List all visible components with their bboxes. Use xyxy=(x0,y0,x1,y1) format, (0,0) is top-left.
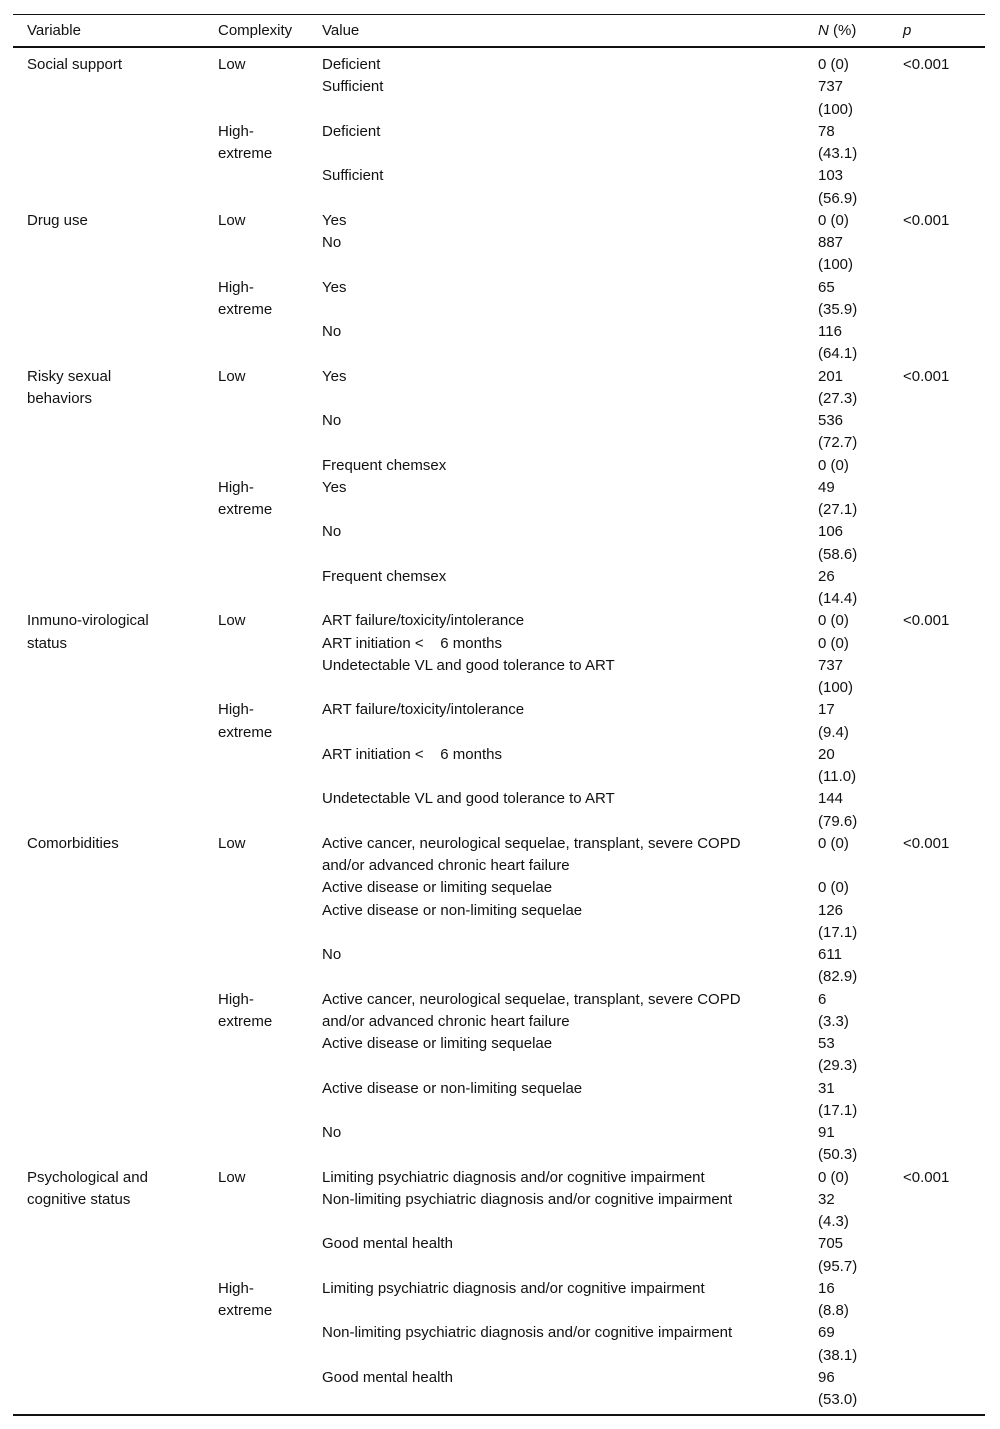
cell-line: 6 xyxy=(818,990,827,1008)
cell-line: 20 xyxy=(818,745,835,763)
p-value: <0.001 xyxy=(903,1168,950,1186)
cell-line: (56.9) xyxy=(818,189,858,207)
cell-line: 0 (0) xyxy=(818,634,849,652)
value-cell xyxy=(322,833,818,878)
value-cell xyxy=(322,744,818,766)
table-row xyxy=(27,1189,985,1234)
cell-line: Yes xyxy=(322,211,347,229)
cell-line: (100) xyxy=(818,679,854,696)
complexity-label xyxy=(218,277,313,322)
cell-line: High- xyxy=(218,701,254,719)
table-row xyxy=(27,944,985,989)
table-row xyxy=(27,121,985,166)
complexity-statistics-table xyxy=(13,14,985,1416)
cell-line: 65 xyxy=(818,278,835,296)
table-row xyxy=(27,277,985,322)
cell-line: extreme xyxy=(218,300,273,318)
cell-line: 106 xyxy=(818,523,844,541)
cell-line: Frequent chemsex xyxy=(322,567,447,585)
cell-line: (27.3) xyxy=(818,389,858,407)
table-row xyxy=(27,610,985,632)
cell-line: Limiting psychiatric diagnosis and/or cognitive impairment xyxy=(322,1279,705,1297)
cell-line: 0 (0) xyxy=(818,211,849,229)
cell-line: (100) xyxy=(818,100,854,118)
cell-line: ART initiation < 6 months xyxy=(322,745,502,763)
n-symbol: N xyxy=(818,22,829,39)
value-cell xyxy=(322,1322,818,1344)
cell-line: High- xyxy=(218,278,254,296)
complexity-block xyxy=(27,1167,985,1278)
n-percent-cell xyxy=(818,521,903,566)
table-row xyxy=(27,366,985,411)
cell-line: Undetectable VL and good tolerance to ART xyxy=(322,790,615,808)
cell-line: (58.6) xyxy=(818,545,858,563)
n-percent-cell xyxy=(818,566,903,611)
cell-line: 78 xyxy=(818,122,835,140)
n-percent-cell xyxy=(818,1167,903,1189)
cell-line: No xyxy=(322,523,342,541)
cell-line: 16 xyxy=(818,1279,835,1297)
cell-line: Active disease or limiting sequelae xyxy=(322,1035,553,1052)
cell-line: Deficient xyxy=(322,122,381,140)
cell-line: Inmuno-virological xyxy=(27,612,149,630)
cell-line: Active disease or non-limiting sequelae xyxy=(322,1079,583,1097)
cell-line: Non-limiting psychiatric diagnosis and/or cognitive impairment xyxy=(322,1190,733,1208)
n-percent-cell xyxy=(818,1278,903,1323)
cell-line: (79.6) xyxy=(818,812,858,830)
value-cell xyxy=(322,76,818,98)
cell-line: (82.9) xyxy=(818,968,858,986)
complexity-block xyxy=(27,477,985,611)
variable-group xyxy=(27,366,985,611)
p-value: <0.001 xyxy=(903,834,950,852)
cell-line: Good mental health xyxy=(322,1235,453,1253)
cell-line: 31 xyxy=(818,1079,835,1097)
complexity-label xyxy=(218,1278,313,1323)
n-percent-cell xyxy=(818,1233,903,1278)
complexity-block xyxy=(27,1278,985,1412)
table-row xyxy=(27,633,985,655)
complexity-block xyxy=(27,121,985,210)
table-row xyxy=(27,54,985,76)
cell-line: No xyxy=(322,412,342,429)
value-cell xyxy=(322,655,818,677)
value-cell xyxy=(322,277,818,299)
value-cell xyxy=(322,788,818,810)
table-row xyxy=(27,165,985,210)
cell-line: Low xyxy=(218,612,246,630)
value-cell xyxy=(322,1167,818,1189)
n-percent-cell xyxy=(818,121,903,166)
value-cell xyxy=(322,121,818,143)
cell-line: 32 xyxy=(818,1190,835,1208)
table-row xyxy=(27,521,985,566)
table-row xyxy=(27,1033,985,1078)
value-cell xyxy=(322,210,818,232)
cell-line: (53.0) xyxy=(818,1391,858,1408)
cell-line: Yes xyxy=(322,478,347,496)
complexity-block xyxy=(27,989,985,1167)
table-row xyxy=(27,1233,985,1278)
n-percent-cell xyxy=(818,1367,903,1412)
cell-line: (8.8) xyxy=(818,1302,849,1319)
p-value: <0.001 xyxy=(903,367,950,385)
complexity-block xyxy=(27,54,985,121)
cell-line: (27.1) xyxy=(818,501,858,518)
table-row xyxy=(27,566,985,611)
variable-group xyxy=(27,833,985,1167)
col-header-n-percent xyxy=(818,23,856,39)
variable-group xyxy=(27,1167,985,1412)
table-row xyxy=(27,477,985,522)
cell-line: Deficient xyxy=(322,56,381,73)
complexity-label xyxy=(218,477,313,522)
cell-line: No xyxy=(322,946,342,963)
complexity-label xyxy=(218,210,313,232)
complexity-label xyxy=(218,833,313,855)
cell-line: 0 (0) xyxy=(818,612,849,630)
n-percent-cell xyxy=(818,455,903,477)
complexity-label xyxy=(218,121,313,166)
cell-line: Sufficient xyxy=(322,167,384,185)
n-percent-cell xyxy=(818,1033,903,1078)
complexity-label xyxy=(218,610,313,632)
n-percent-cell xyxy=(818,833,903,855)
value-cell xyxy=(322,232,818,254)
cell-line: Limiting psychiatric diagnosis and/or cognitive impairment xyxy=(322,1168,705,1186)
table-row xyxy=(27,1167,985,1189)
n-percent-cell xyxy=(818,76,903,121)
cell-line: 0 (0) xyxy=(818,456,849,474)
cell-line: extreme xyxy=(218,501,273,518)
cell-line: Low xyxy=(218,211,246,229)
cell-line: behaviors xyxy=(27,389,93,407)
cell-line: Yes xyxy=(322,278,347,296)
cell-line: (11.0) xyxy=(818,768,857,785)
value-cell xyxy=(322,477,818,499)
n-percent-cell xyxy=(818,944,903,989)
n-percent-cell xyxy=(818,699,903,744)
cell-line: and/or advanced chronic heart failure xyxy=(322,1012,570,1030)
table-header-row xyxy=(13,14,985,48)
value-cell xyxy=(322,54,818,76)
n-percent-cell xyxy=(818,366,903,411)
n-percent-cell xyxy=(818,877,903,899)
cell-line: ART initiation < 6 months xyxy=(322,634,502,652)
cell-line: (9.4) xyxy=(818,723,849,741)
p-value: <0.001 xyxy=(903,612,950,630)
cell-line: 17 xyxy=(818,701,835,719)
value-cell xyxy=(322,699,818,721)
cell-line: (64.1) xyxy=(818,345,858,363)
value-cell xyxy=(322,989,818,1034)
n-percent-cell xyxy=(818,410,903,455)
cell-line: ART failure/toxicity/intolerance xyxy=(322,612,525,630)
value-cell xyxy=(322,566,818,588)
table-row xyxy=(27,788,985,833)
table-row xyxy=(27,877,985,899)
cell-line: No xyxy=(322,1124,342,1141)
cell-line: (35.9) xyxy=(818,300,858,318)
value-cell xyxy=(322,410,818,432)
variable-group xyxy=(27,54,985,210)
cell-line: 0 (0) xyxy=(818,879,849,897)
n-percent-cell xyxy=(818,477,903,522)
table-body xyxy=(13,48,985,1416)
variable-group xyxy=(27,210,985,366)
cell-line: (95.7) xyxy=(818,1257,858,1275)
cell-line: 0 (0) xyxy=(818,834,849,852)
p-value: <0.001 xyxy=(903,56,950,73)
cell-line: 49 xyxy=(818,478,835,496)
table-row xyxy=(27,210,985,232)
cell-line: Active disease or limiting sequelae xyxy=(322,879,553,897)
cell-line: High- xyxy=(218,1279,254,1297)
table-row xyxy=(27,1322,985,1367)
cell-line: 91 xyxy=(818,1124,835,1141)
cell-line: Psychological and xyxy=(27,1168,148,1186)
cell-line: 116 xyxy=(818,323,842,340)
n-percent-cell xyxy=(818,1078,903,1123)
cell-line: Risky sexual xyxy=(27,367,112,385)
cell-line: 887 xyxy=(818,234,844,251)
cell-line: Low xyxy=(218,367,246,385)
p-value: <0.001 xyxy=(903,211,950,229)
col-header-value: Value xyxy=(322,22,360,39)
cell-line: Drug use xyxy=(27,211,88,229)
value-cell xyxy=(322,1033,818,1055)
complexity-label xyxy=(218,54,313,76)
cell-line: High- xyxy=(218,122,254,140)
cell-line: 126 xyxy=(818,901,844,919)
n-percent-cell xyxy=(818,1322,903,1367)
cell-line: Frequent chemsex xyxy=(322,456,447,474)
cell-line: No xyxy=(322,234,342,251)
value-cell xyxy=(322,944,818,966)
cell-line: extreme xyxy=(218,723,273,741)
cell-line: Low xyxy=(218,834,246,852)
value-cell xyxy=(322,1367,818,1389)
complexity-label xyxy=(218,699,313,744)
value-cell xyxy=(322,1233,818,1255)
cell-line: (43.1) xyxy=(818,145,858,162)
col-header-complexity: Complexity xyxy=(218,22,293,39)
value-cell xyxy=(322,165,818,187)
table-row xyxy=(27,655,985,700)
n-percent-cell xyxy=(818,232,903,277)
cell-line: ART failure/toxicity/intolerance xyxy=(322,701,525,719)
table-row xyxy=(27,76,985,121)
table-row xyxy=(27,410,985,455)
n-percent-cell xyxy=(818,900,903,945)
cell-line: Good mental health xyxy=(322,1368,453,1386)
cell-line: 103 xyxy=(818,167,844,185)
cell-line: Non-limiting psychiatric diagnosis and/or cognitive impairment xyxy=(322,1324,733,1342)
complexity-label xyxy=(218,989,313,1034)
cell-line: 737 xyxy=(818,656,844,674)
cell-line: extreme xyxy=(218,145,273,162)
col-header-variable: Variable xyxy=(27,22,81,39)
table-row xyxy=(27,1367,985,1412)
value-cell xyxy=(322,455,818,477)
cell-line: extreme xyxy=(218,1302,273,1319)
table-row xyxy=(27,321,985,366)
n-percent-cell xyxy=(818,1122,903,1167)
cell-line: Low xyxy=(218,1168,246,1186)
value-cell xyxy=(322,1189,818,1211)
cell-line: (72.7) xyxy=(818,434,858,452)
cell-line: 536 xyxy=(818,412,844,429)
table-row xyxy=(27,900,985,945)
table-row xyxy=(27,989,985,1034)
n-percent-cell xyxy=(818,165,903,210)
table-row xyxy=(27,1122,985,1167)
cell-line: (17.1) xyxy=(818,1101,858,1119)
value-cell xyxy=(322,366,818,388)
complexity-block xyxy=(27,699,985,833)
n-percent-cell xyxy=(818,610,903,632)
n-percent-cell xyxy=(818,788,903,833)
complexity-block xyxy=(27,610,985,699)
cell-line: (14.4) xyxy=(818,590,858,607)
cell-line: (17.1) xyxy=(818,923,858,941)
cell-line: extreme xyxy=(218,1012,273,1030)
cell-line: (29.3) xyxy=(818,1057,858,1075)
complexity-block xyxy=(27,366,985,477)
cell-line: (100) xyxy=(818,256,854,274)
cell-line: status xyxy=(27,634,68,652)
cell-line: 201 xyxy=(818,367,844,385)
value-cell xyxy=(322,1122,818,1144)
cell-line: cognitive status xyxy=(27,1190,131,1208)
n-percent-cell xyxy=(818,1189,903,1234)
cell-line: (3.3) xyxy=(818,1012,849,1030)
value-cell xyxy=(322,633,818,655)
cell-line: and/or advanced chronic heart failure xyxy=(322,857,570,874)
value-cell xyxy=(322,877,818,899)
value-cell xyxy=(322,610,818,632)
n-percent-cell xyxy=(818,744,903,789)
cell-line: No xyxy=(322,323,342,340)
value-cell xyxy=(322,521,818,543)
cell-line: Yes xyxy=(322,367,347,385)
cell-line: Low xyxy=(218,56,246,73)
n-percent-cell xyxy=(818,210,903,232)
table-row xyxy=(27,232,985,277)
cell-line: High- xyxy=(218,990,254,1008)
n-percent-cell xyxy=(818,633,903,655)
table-row xyxy=(27,1278,985,1323)
table-row xyxy=(27,833,985,878)
cell-line: 611 xyxy=(818,946,842,963)
cell-line: 737 xyxy=(818,78,844,96)
cell-line: High- xyxy=(218,478,254,496)
cell-line: Comorbidities xyxy=(27,834,119,852)
cell-line: 96 xyxy=(818,1368,835,1386)
cell-line: 26 xyxy=(818,567,835,585)
percent-suffix: (%) xyxy=(828,22,857,39)
n-percent-cell xyxy=(818,277,903,322)
cell-line: 705 xyxy=(818,1235,844,1253)
col-header-p: p xyxy=(903,22,912,39)
n-percent-cell xyxy=(818,655,903,700)
table-row xyxy=(27,455,985,477)
n-percent-cell xyxy=(818,54,903,76)
complexity-block xyxy=(27,210,985,277)
table-row xyxy=(27,1078,985,1123)
n-percent-cell xyxy=(818,989,903,1034)
cell-line: Social support xyxy=(27,56,123,73)
value-cell xyxy=(322,321,818,343)
cell-line: (4.3) xyxy=(818,1213,849,1230)
n-percent-cell xyxy=(818,321,903,366)
cell-line: (50.3) xyxy=(818,1146,858,1164)
value-cell xyxy=(322,1278,818,1300)
cell-line: Active cancer, neurological sequelae, transplant, severe COPD xyxy=(322,834,741,852)
complexity-block xyxy=(27,833,985,989)
cell-line: Undetectable VL and good tolerance to ART xyxy=(322,656,615,674)
cell-line: Sufficient xyxy=(322,78,384,96)
complexity-block xyxy=(27,277,985,366)
variable-group xyxy=(27,610,985,833)
value-cell xyxy=(322,1078,818,1100)
table-row xyxy=(27,699,985,744)
cell-line: (38.1) xyxy=(818,1346,858,1364)
cell-line: Active cancer, neurological sequelae, transplant, severe COPD xyxy=(322,990,741,1008)
complexity-label xyxy=(218,366,313,388)
cell-line: 144 xyxy=(818,790,844,808)
cell-line: 53 xyxy=(818,1035,835,1052)
table-row xyxy=(27,744,985,789)
complexity-label xyxy=(218,1167,313,1189)
cell-line: Active disease or non-limiting sequelae xyxy=(322,901,583,919)
value-cell xyxy=(322,900,818,922)
cell-line: 0 (0) xyxy=(818,56,849,73)
cell-line: 0 (0) xyxy=(818,1168,849,1186)
cell-line: 69 xyxy=(818,1324,835,1342)
